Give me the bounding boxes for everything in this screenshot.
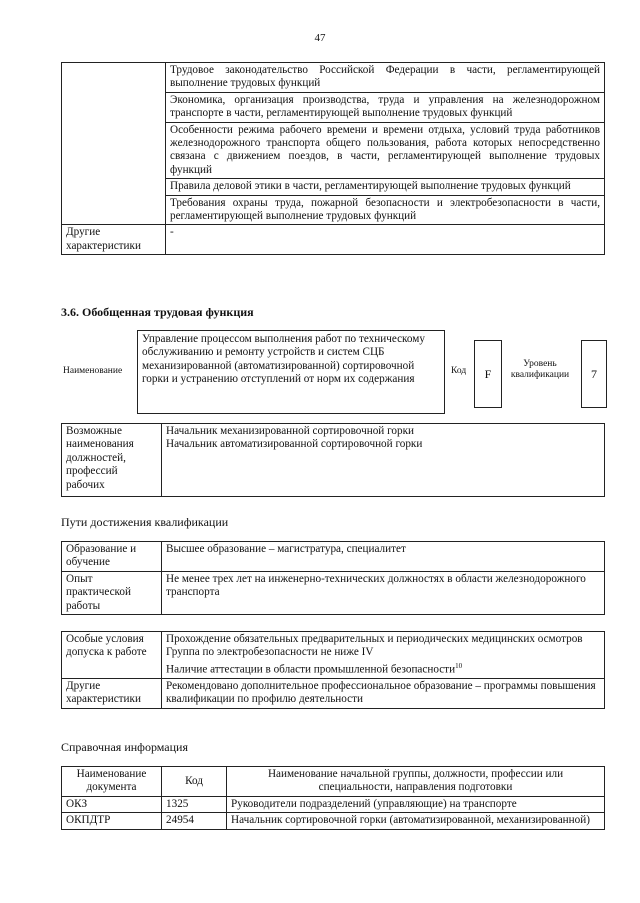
knowledge-item: Трудовое законодательство Российской Федерации в части, регламентирующей выполнение трудовых функций (166, 63, 605, 93)
positions-values (162, 424, 605, 497)
table-row (62, 796, 605, 812)
position-item: Начальник механизированной сортировочной горки (166, 425, 414, 437)
reference-table (61, 766, 605, 830)
positions-label: Возможные наименования должностей, профессий рабочих (62, 424, 162, 497)
conditions-label: Особые условия допуска к работе (62, 632, 162, 679)
table-row (62, 632, 605, 679)
level-value: 7 (591, 367, 597, 381)
table-row (62, 542, 605, 572)
table-row (62, 225, 605, 255)
table-row (62, 63, 605, 93)
table-row (62, 571, 605, 614)
table-row (62, 678, 605, 708)
header-doc: Наименование документа (62, 767, 162, 797)
education-value: Высшее образование – магистратура, специалитет (162, 542, 605, 572)
other-value: - (166, 225, 605, 255)
code-value: F (484, 367, 492, 381)
level-label: Уровень квалификации (510, 359, 570, 380)
knowledge-item: Особенности режима рабочего времени и времени отдыха, условий труда работников железнодорожного транспорта общего пользования, работа которых непосредственно связана с движением поездов, в части, регламентирующей выполнение трудовых функций (166, 122, 605, 179)
conditions-table (61, 631, 605, 709)
education-label: Образование и обучение (62, 542, 162, 572)
knowledge-item: Экономика, организация производства, труда и управления на железнодорожном транспорте в части, регламентирующей выполнение трудовых функций (166, 92, 605, 122)
level-box (581, 340, 607, 408)
code-cell: 24954 (162, 813, 227, 829)
conditions-other-value: Рекомендовано дополнительное профессиональное образование – программы повышения квалификации по профилю деятельности (162, 678, 605, 708)
section-heading: 3.6. Обобщенная трудовая функция (61, 305, 254, 319)
page-number: 47 (314, 32, 326, 44)
conditions-other-label: Другие характеристики (62, 678, 162, 708)
condition-item: Прохождение обязательных предварительных и периодических медицинских осмотров (166, 633, 583, 645)
condition-text: Наличие аттестации в области промышленной безопасности (166, 663, 456, 676)
knowledge-table (61, 62, 605, 255)
experience-value: Не менее трех лет на инженерно-технических должностях в области железнодорожного транспорта (162, 571, 605, 614)
table-row (62, 813, 605, 829)
name-cell: Начальник сортировочной горки (автоматизированной, механизированной) (227, 813, 605, 829)
function-name: Управление процессом выполнения работ по техническому обслуживанию и ремонту устройств и систем СЦБ механизированной (автоматизированной) сортировочной горки и устранению отступлений от норм их содержания (142, 333, 425, 386)
knowledge-item: Правила деловой этики в части, регламентирующей выполнение трудовых функций (166, 179, 605, 195)
doc-cell: ОКПДТР (62, 813, 162, 829)
label-cell (62, 63, 166, 225)
doc-cell: ОКЗ (62, 796, 162, 812)
code-label: Код (451, 366, 467, 376)
table-row (62, 424, 605, 497)
education-table (61, 541, 605, 615)
name-label: Наименование (63, 366, 123, 376)
header-code: Код (162, 767, 227, 797)
reference-heading: Справочная информация (61, 740, 188, 754)
header-name: Наименование начальной группы, должности, профессии или специальности, направления подготовки (227, 767, 605, 797)
name-cell: Руководители подразделений (управляющие) на транспорте (227, 796, 605, 812)
experience-label: Опыт практической работы (62, 571, 162, 614)
code-cell: 1325 (162, 796, 227, 812)
condition-item (166, 660, 600, 677)
footnote-marker: 10 (455, 661, 463, 670)
positions-table (61, 423, 605, 497)
knowledge-item: Требования охраны труда, пожарной безопасности и электробезопасности в части, регламентирующей выполнение трудовых функций (166, 195, 605, 225)
other-label: Другие характеристики (62, 225, 166, 255)
conditions-values (162, 632, 605, 679)
table-header-row (62, 767, 605, 797)
function-name-box (137, 330, 445, 414)
code-box (474, 340, 502, 408)
position-item: Начальник автоматизированной сортировочной горки (166, 438, 423, 451)
condition-item: Группа по электробезопасности не ниже IV (166, 646, 374, 659)
qualification-heading: Пути достижения квалификации (61, 515, 229, 529)
